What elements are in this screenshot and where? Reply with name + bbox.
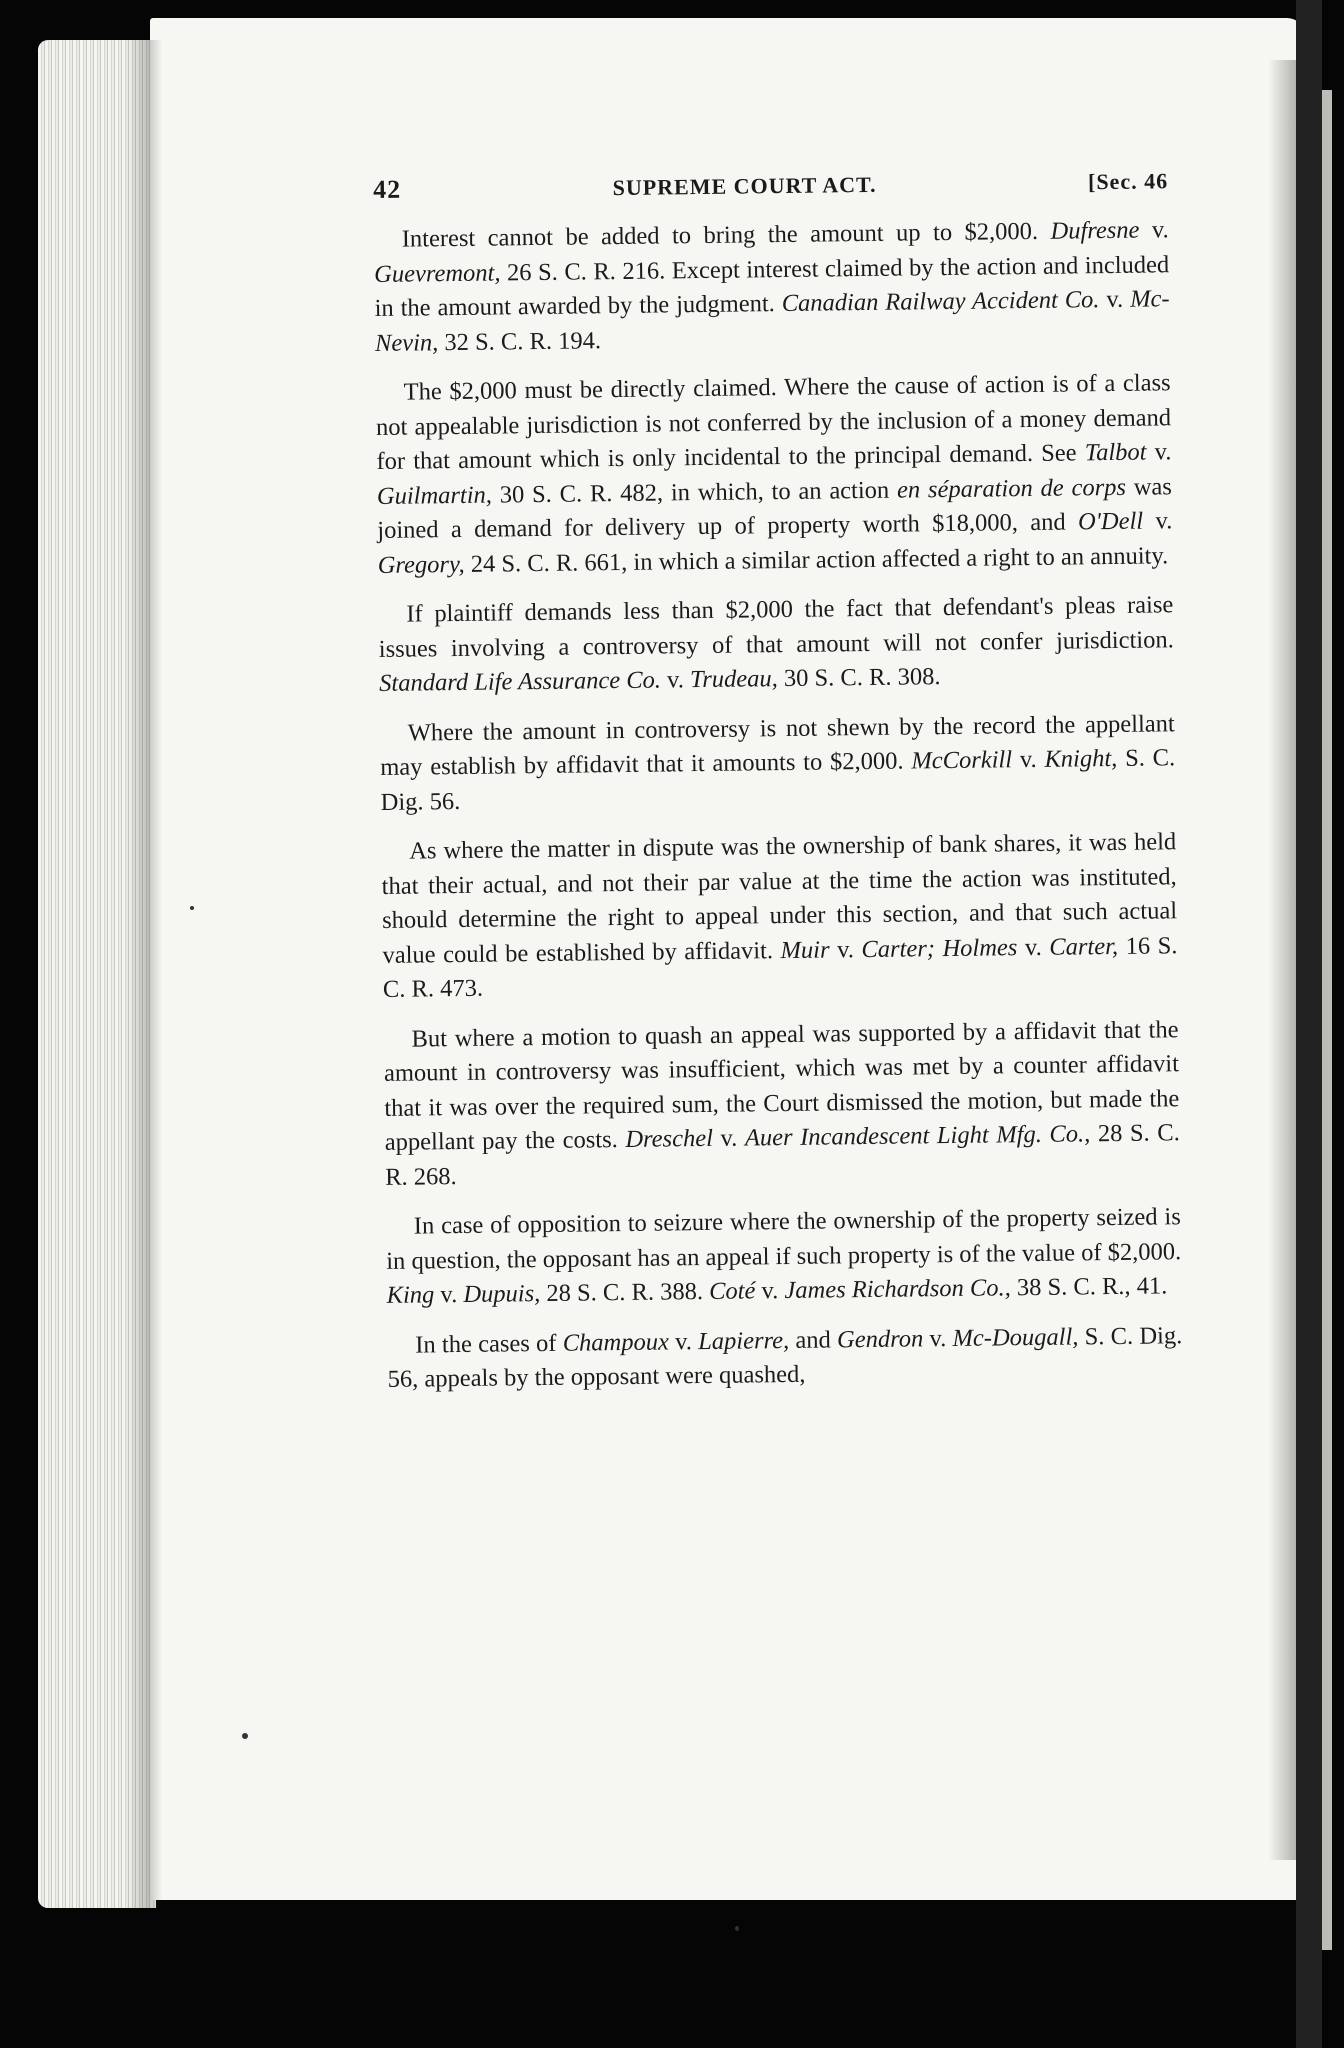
text-run: v.	[712, 1124, 746, 1152]
text-run: v.	[434, 1280, 464, 1309]
paragraph	[387, 1319, 1183, 1398]
text-run: 16 S. C. R. 473.	[382, 931, 1178, 1003]
text-run: 38 S. C. R., 41.	[1010, 1272, 1168, 1302]
right-cover-board	[1296, 0, 1322, 2048]
text-run: The $2,000 must be directly claimed. Where the cause of action is of a class not appealable jurisdiction is not conferred by the inclusion of a money demand for that amount which is only incidental to the principal demand. See	[375, 369, 1172, 475]
case-name: Coté	[708, 1277, 756, 1305]
text-run: 32 S. C. R. 194.	[438, 326, 602, 356]
case-name: Dupuis,	[463, 1280, 541, 1308]
text-run: As where the matter in dispute was the ownership of bank shares, it was held that their actual, and not their par value at the time the action was instituted, should determine the right to appeal under this section, and that such actual value could be established by affidavit.	[381, 828, 1178, 969]
case-name: Talbot	[1084, 438, 1147, 467]
text-run: 30 S. C. R. 308.	[777, 663, 941, 693]
case-name: Dreschel	[625, 1124, 714, 1153]
case-name: Knight,	[1044, 744, 1118, 773]
section-reference: [Sec. 46	[1087, 168, 1169, 195]
text-run: and	[788, 1325, 838, 1354]
text-run: But where a motion to quash an appeal was supported by a affidavit that the amount in controversy was insufficient, which was met by a counter affidavit that it was over the required sum, the Court dismissed the motion, but made the appellant pay the costs.	[383, 1015, 1180, 1156]
paragraph	[375, 366, 1172, 583]
case-name: en séparation de corps	[896, 473, 1127, 504]
text-run: 26 S. C. R. 216. Except interest claimed by the action and included in the amount awarded by the judgment.	[374, 250, 1170, 322]
paragraph	[383, 1013, 1180, 1195]
case-name: McCorkill	[911, 746, 1013, 775]
right-page-strip	[1322, 90, 1332, 1950]
text-run: v.	[1017, 933, 1050, 961]
case-name: Carter; Holmes	[861, 933, 1018, 963]
page-text-block	[373, 165, 1183, 1412]
case-name: Mc-Nevin,	[374, 285, 1170, 357]
case-name: Lapierre,	[698, 1326, 790, 1355]
case-name: Canadian Railway Accident Co.	[781, 286, 1100, 318]
text-run: In the cases of	[415, 1329, 563, 1359]
case-name: Gendron	[836, 1324, 924, 1353]
text-run: 28 S. C. R. 388.	[540, 1277, 710, 1308]
text-run: v.	[755, 1277, 785, 1305]
case-name: Carter,	[1049, 932, 1119, 961]
text-run: S. C. Dig. 56.	[380, 744, 1176, 816]
body-text	[374, 213, 1183, 1397]
paragraph	[380, 707, 1176, 820]
text-run: Where the amount in controversy is not shewn by the record the appellant may establish by affidavit that it amounts to $2,000.	[380, 709, 1175, 781]
page-number: 42	[373, 174, 402, 204]
text-run: S. C. Dig. 56, appeals by the opposant were quashed,	[387, 1321, 1183, 1393]
case-name: Guevremont,	[374, 258, 501, 288]
case-name: Mc-Dougall,	[952, 1322, 1079, 1352]
paragraph	[374, 213, 1171, 361]
text-run: If plaintiff demands less than $2,000 the fact that defendant's pleas raise issues involving a controversy of that amount will not confer jurisdiction.	[378, 591, 1174, 663]
paragraph	[381, 825, 1178, 1007]
right-page-shadow	[1268, 60, 1298, 1860]
text-run: v.	[660, 666, 691, 694]
text-run: v.	[1011, 745, 1045, 774]
case-name: King	[386, 1281, 435, 1309]
text-run: v.	[1146, 438, 1172, 466]
text-run: v.	[923, 1324, 953, 1352]
running-title: SUPREME COURT ACT.	[612, 171, 877, 201]
text-run: 24 S. C. R. 661, in which a similar action affected a right to an annuity.	[464, 541, 1169, 578]
case-name: James Richardson Co.,	[784, 1274, 1011, 1305]
case-name: O'Dell	[1077, 507, 1144, 536]
text-run: v.	[1139, 216, 1169, 244]
case-name: Auer Incandescent Light Mfg. Co.,	[744, 1120, 1091, 1152]
text-run: v.	[1099, 285, 1131, 314]
case-name: Dufresne	[1050, 216, 1140, 245]
case-name: Champoux	[562, 1327, 670, 1357]
text-run: 28 S. C. R. 268.	[385, 1119, 1180, 1191]
text-run: was joined a demand for delivery up of property worth $18,000, and	[377, 472, 1173, 544]
case-name: Trudeau,	[689, 665, 778, 694]
case-name: Guilmartin,	[376, 481, 493, 510]
text-run: In case of opposition to seizure where the ownership of the property seized is in question, the opposant has an appeal if such property is of the value of $2,000.	[386, 1203, 1182, 1275]
text-run: v.	[829, 935, 862, 963]
text-run: v.	[1142, 507, 1173, 535]
speck-mark	[242, 1733, 248, 1739]
paragraph	[378, 588, 1174, 701]
case-name: Standard Life Assurance Co.	[379, 666, 662, 697]
text-run: Interest cannot be added to bring the amount up to $2,000.	[401, 217, 1051, 253]
speck-mark	[190, 906, 194, 910]
text-run: v.	[668, 1327, 699, 1355]
gutter-shadow	[126, 40, 162, 1908]
case-name: Muir	[780, 935, 830, 964]
case-name: Gregory,	[377, 550, 465, 579]
speck-mark	[735, 1926, 739, 1931]
paragraph	[386, 1200, 1182, 1313]
text-run: 30 S. C. R. 482, in which, to an action	[491, 476, 898, 509]
